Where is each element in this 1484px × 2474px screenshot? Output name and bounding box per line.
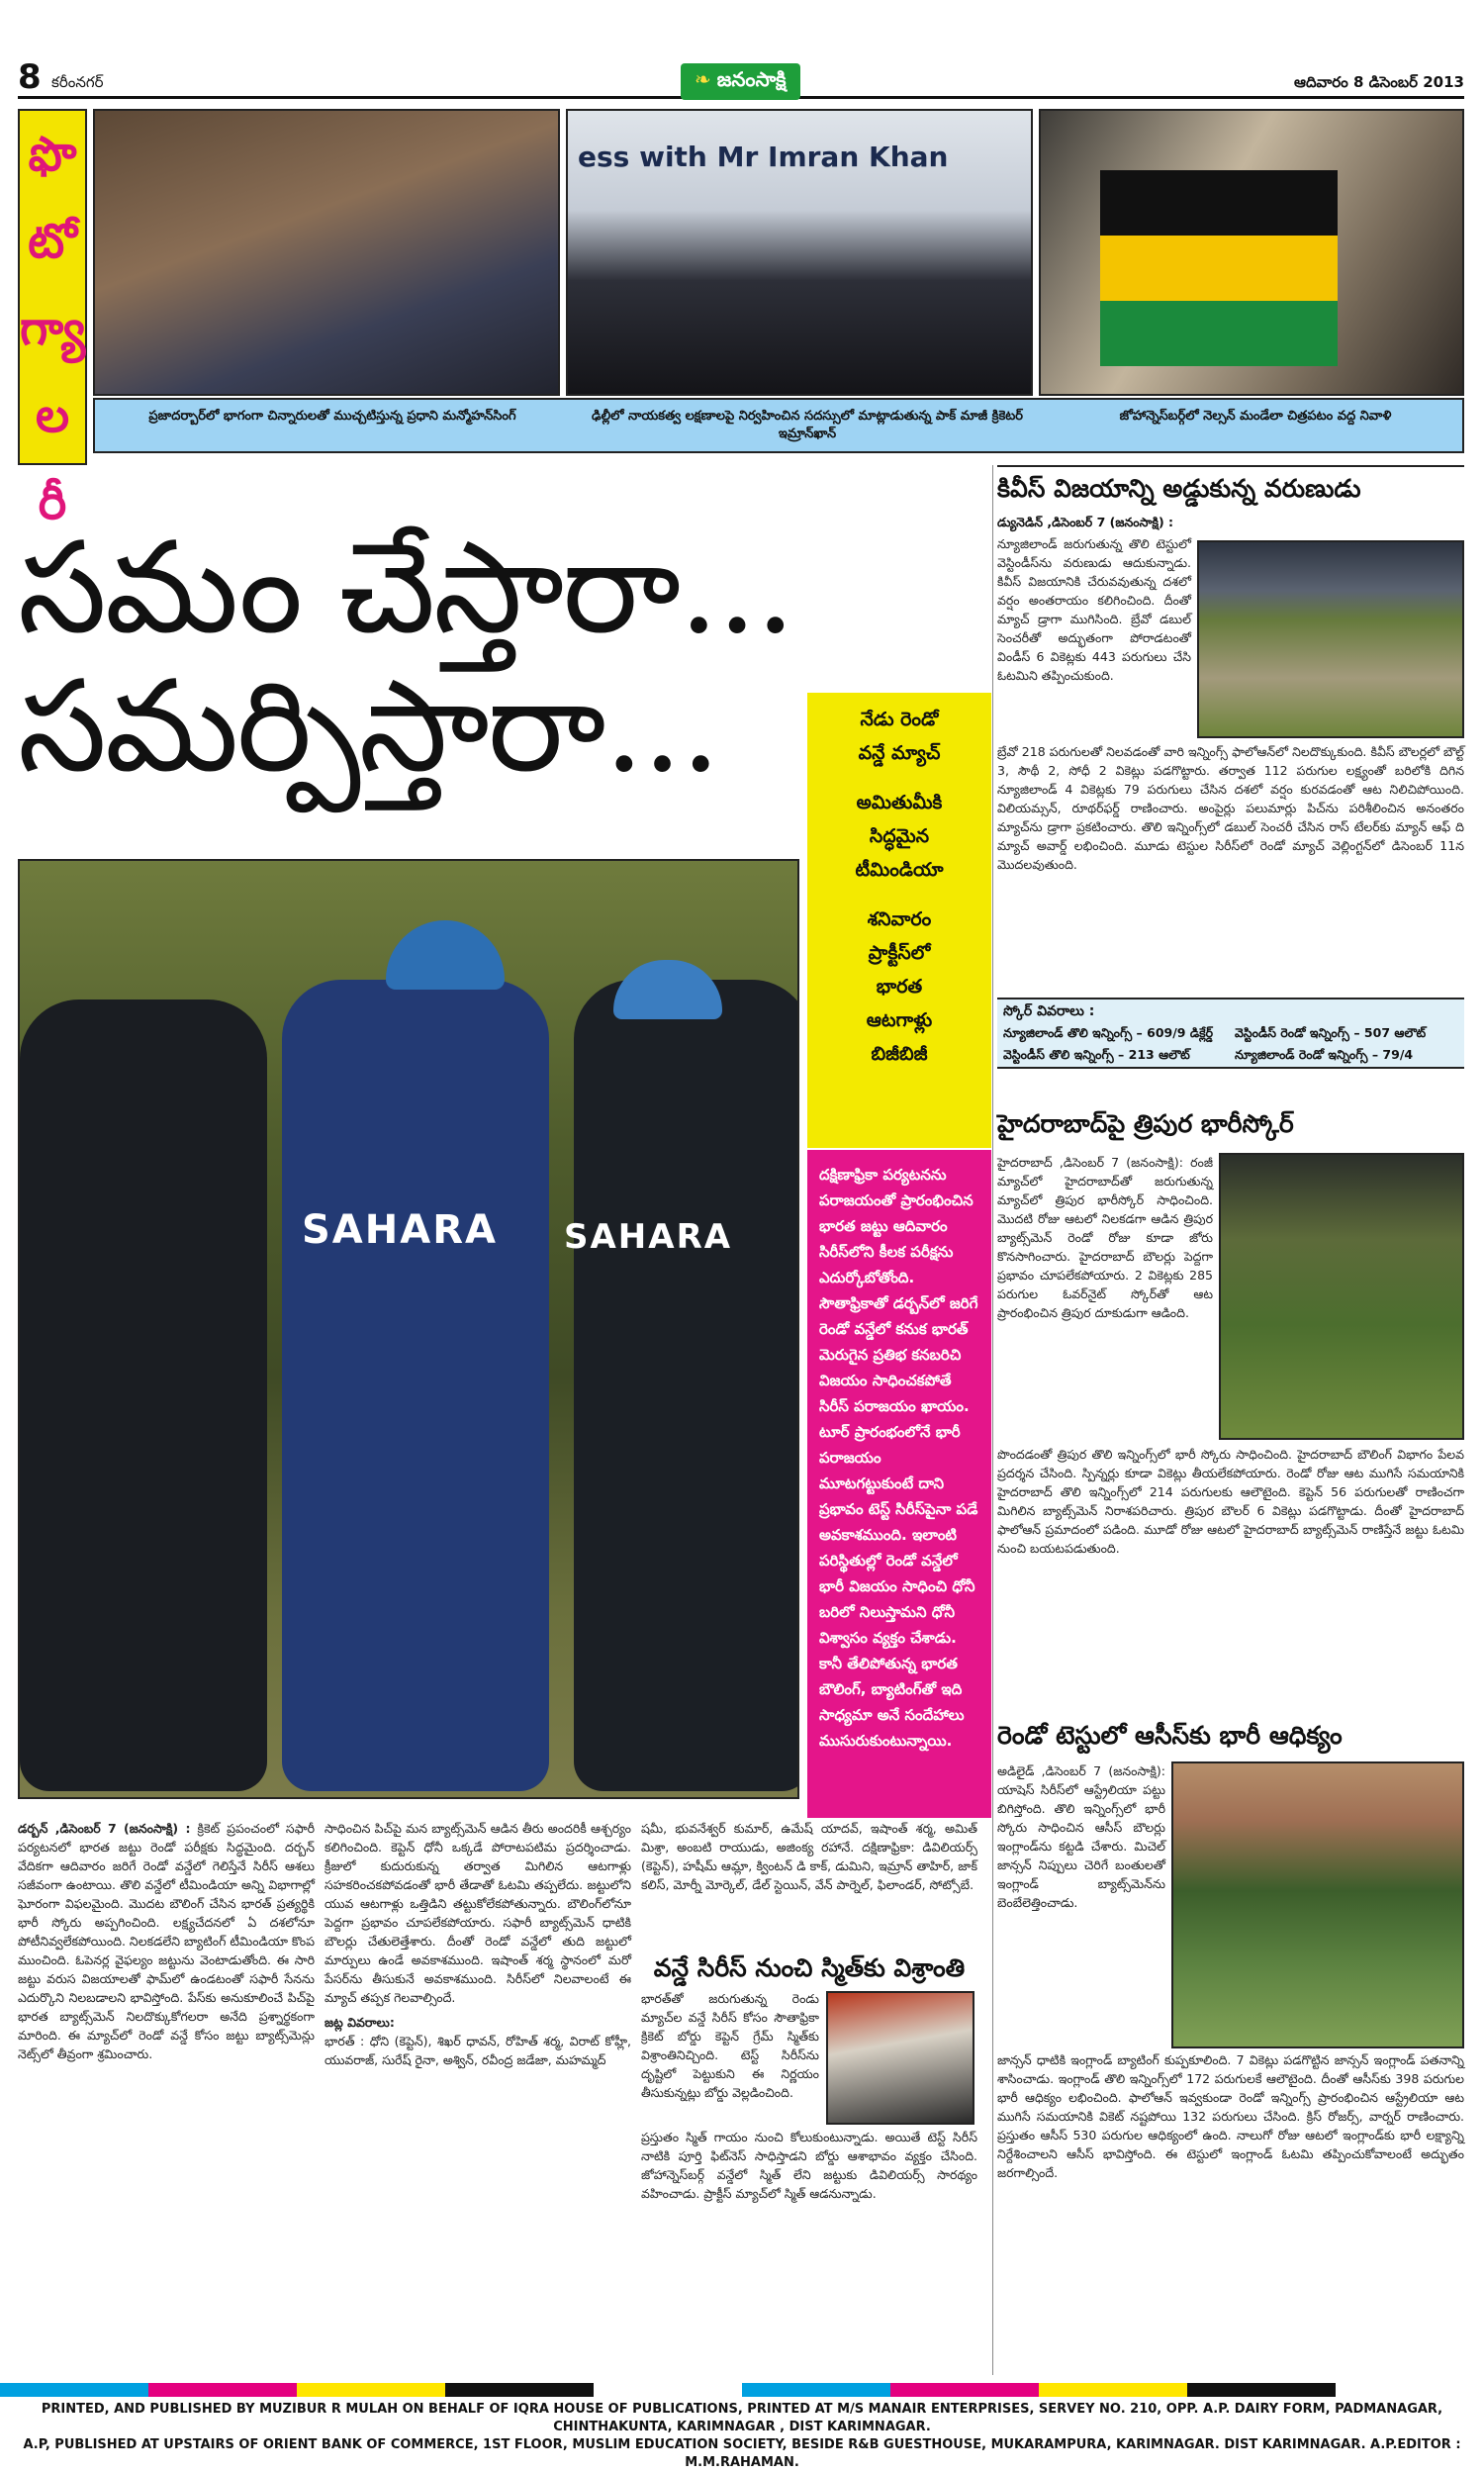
story-text: ప్రస్తుతం స్మిత్ గాయం నుంచి కోలుకుంటున్నాడు. అయితే టెస్ట్ సిరీస్ నాటికి పూర్తి ఫిట్‌నెస్ సాధిస్తాడని బోర్డు ఆశాభావం వ్యక్తం చేసింది. జోహాన్నెస్‌బర్గ్ వన్డేలో స్మిత్ లేని జట్టుకు డివిలియర్స్ సారథ్యం వహించాడు. ప్రాక్టీస్ మ్యాచ్‌లో స్మిత్ ఆడనున్నాడు. [641,2130,977,2201]
masthead-text: జనంసాక్షి [716,67,787,91]
page-header [18,59,1464,99]
color-swatch [594,2383,742,2397]
cap-blue [613,960,722,1019]
score-entry: వెస్టిండీస్ తొలి ఇన్నింగ్స్ – 213 ఆలౌట్ [1003,1047,1190,1062]
flag-stripe [1100,301,1338,366]
highlight-line: అమితుమీకి [856,792,943,813]
main-story-column [18,1819,315,2063]
highlight-line: బిజీబిజీ [871,1043,928,1065]
highlight-line: వన్డే మ్యాచ్ [858,742,941,764]
flag-stripe [1100,236,1338,301]
gallery-title-char: ల [35,388,70,443]
intro-box [807,1150,991,1818]
gallery-title-char: రీ [38,475,67,530]
highlight-line: సిద్ధమైన [869,825,930,847]
photo-banner-text: ess with Mr Imran Khan [578,141,949,173]
score-entry: వెస్టిండీస్ రెండో ఇన్నింగ్స్ – 507 ఆలౌట్ [1235,1025,1427,1040]
photo-mandela-tribute [1039,109,1464,396]
color-swatch [1039,2383,1187,2397]
leaf-icon: ❧ [695,67,711,91]
highlight-line: శనివారం [867,908,932,930]
story-headline: కివీస్ విజయాన్ని అడ్డుకున్న వరుణుడు [997,474,1361,503]
color-swatch [742,2383,890,2397]
issue-date: ఆదివారం 8 డిసెంబర్ 2013 [1293,73,1464,91]
team-list-text: భారత్ : ధోని (కెప్టెన్), శిఖర్ ధావన్, రోహిత్ శర్మ, విరాట్ కోహ్లీ, యువరాజ్, సురేష్ రైనా, అశ్విన్, రవీంద్ర జడేజా, మహమ్మద్ [325,2034,631,2067]
story-text: క్రికెట్ ప్రపంచంలో సఫారీ పర్యటనలో భారత జట్టు రెండో పరీక్షకు సిద్ధమైంది. దర్బన్ వేదికగా ఆదివారం జరిగే రెండో వన్డేలో గెలిస్తేనే సిరీస్ ఆశలు సజీవంగా ఉంటాయి. తొలి వన్డేలో టీమిండియా అన్ని విభాగాల్లో ఘోరంగా విఫలమైంది. మొదట బౌలింగ్ చేసిన భారత్ ప్రత్యర్థికి భారీ స్కోరు అప్పగించింది. లక్ష్యచేదనలో ఏ దశలోనూ పోటీనివ్వలేకపోయింది. నిలకడలేని బ్యాటింగ్ టీమిండియా కొంప ముంచింది. ఓపెనర్ల వైఫల్యం జట్టును వెంటాడుతోంది. ఈ సారి జట్టు వరుస విజయాలతో ఫామ్‌లో ఉండటంతో సఫారీ సేనను ఎదుర్కొని నిలబడాలని భావిస్తోంది. పేస్‌కు అనుకూలించే పిచ్‌పై భారత బ్యాట్స్‌మెన్ నిలదొక్కుకోగలరా అనేది ప్రశ్నార్థకంగా మారింది. ఈ మ్యాచ్‌లో రెండో వన్డే కోసం జట్టు బ్యాట్స్‌మెన్లు నెట్స్‌లో తీవ్రంగా శ్రమించారు. [18,1821,315,2061]
story-text: జాన్సన్ ధాటికి ఇంగ్లాండ్ బ్యాటింగ్ కుప్పకూలింది. 7 వికెట్లు పడగొట్టిన జాన్సన్ ఇంగ్లాండ్ పతనాన్ని శాసించాడు. ఇంగ్లాండ్ తొలి ఇన్నింగ్స్‌లో 172 పరుగులకే ఆలౌటైంది. దీంతో ఆసీస్‌కు 398 పరుగుల భారీ ఆధిక్యం లభించింది. ఫాలోఆన్ ఇవ్వకుండా రెండో ఇన్నింగ్స్ ప్రారంభించిన ఆస్ట్రేలియా ఆట ముగిసే సమయానికి వికెట్ నష్టపోయి 132 పరుగులు చేసింది. క్రిస్ రోజర్స్, వార్నర్ రాణించారు. ప్రస్తుతం ఆసీస్ 530 పరుగుల ఆధిక్యంలో ఉంది. నాలుగో రోజు ఆటలో ఇంగ్లాండ్‌కు భారీ లక్ష్యాన్ని నిర్దేశించాలని ఆసీస్ భావిస్తోంది. ఈ టెస్టులో ఇంగ్లాండ్ ఓటమి తప్పించుకోవాలంటే అద్భుతం జరగాల్సిందే. [997,2052,1464,2180]
gallery-title-char: గ్యా [20,301,86,356]
score-entry: న్యూజిలాండ్ తొలి ఇన్నింగ్స్ – 609/9 డిక్లేర్డ్ [1003,1025,1214,1040]
photo-caption: ప్రజాదర్బార్‌లో భాగంగా చిన్నారులతో ముచ్చటిస్తున్న ప్రధాని మన్మోహన్‌సింగ్ [148,409,516,424]
story-text: షమీ, భువనేశ్వర్ కుమార్, ఉమేష్ యాదవ్, ఇషాంత్ శర్మ, అమిత్ మిశ్రా, అంబటి రాయుడు, అజింక్య రహానే. దక్షిణాఫ్రికా: డివిలియర్స్ (కెప్టెన్), హషీమ్ ఆమ్లా, క్వింటన్ డి కాక్, డుమిని, ఇమ్రాన్ తాహిర్, జాక్ కలిస్, మోర్నీ మోర్కెల్, డేల్ స్టెయిన్, వేన్ పార్నెల్, ఫిలాండర్, సోట్సోబే. [641,1821,977,1892]
highlight-line: ఆటగాళ్లు [866,1009,933,1031]
headline-line: సమర్పిస్తారా... [18,653,719,801]
player-figure [20,999,267,1791]
story-dateline: డర్బన్ ,డిసెంబర్ 7 (జనంసాక్షి) : [18,1821,191,1836]
highlight-line: నేడు రెండో [860,709,939,730]
story-text: పొందడంతో త్రిపుర తొలి ఇన్నింగ్స్‌లో భారీ స్కోరు సాధించింది. హైదరాబాద్ బౌలింగ్ విభాగం పేలవ ప్రదర్శన చేసింది. స్పిన్నర్లు కూడా వికెట్లు తీయలేకపోయారు. రెండో రోజు ఆట ముగిసే సమయానికి హైదరాబాద్ తొలి ఇన్నింగ్స్‌లో 214 పరుగులకు ఆలౌటైంది. కెప్టెన్ 56 పరుగులతో రాణించగా మిగిలిన బ్యాట్స్‌మెన్ నిరాశపరిచారు. త్రిపుర బౌలర్ 6 వికెట్లు పడగొట్టాడు. దీంతో హైదరాబాద్ ఫాలోఆన్ ప్రమాదంలో పడింది. మూడో రోజు ఆటలో హైదరాబాద్ బ్యాట్స్‌మెన్ రాణిస్తేనే జట్టు ఓటమి నుంచి బయటపడుతుంది. [997,1447,1464,1556]
main-story-column [325,1819,631,2069]
gallery-title [18,109,87,530]
photo-imran-khan [566,109,1033,396]
color-swatch [0,2383,148,2397]
edition-city: కరీంనగర్ [51,73,104,91]
story-text: హైదరాబాద్ ,డిసెంబర్ 7 (జనంసాక్షి): రంజీ మ్యాచ్‌లో హైదరాబాద్‌తో జరుగుతున్న మ్యాచ్‌లో త్రిపుర భారీస్కోర్ సాధించింది. మొదటి రోజు ఆటలో నిలకడగా ఆడిన త్రిపుర బ్యాట్స్‌మెన్ రెండో రోజు కూడా జోరు కొనసాగించారు. హైదరాబాద్ బౌలర్లు పెద్దగా ప్రభావం చూపలేకపోయారు. 2 వికెట్లకు 285 పరుగుల ఓవర్‌నైట్ స్కోర్‌తో ఆట ప్రారంభించిన త్రిపుర దూకుడుగా ఆడింది. [997,1155,1213,1320]
column-divider [992,465,993,2375]
jersey-sponsor-text: SAHARA [564,1217,733,1257]
highlight-line: భారత [876,976,923,998]
jersey-sponsor-text: SAHARA [302,1207,498,1253]
score-entry: న్యూజిలాండ్ రెండో ఇన్నింగ్స్ – 79/4 [1235,1047,1414,1062]
gallery-title-char: ఫొ [28,127,77,182]
main-photo-players [18,859,799,1799]
intro-text: దక్షిణాఫ్రికా పర్యటనను పరాజయంతో ప్రారంభించిన భారత జట్టు ఆదివారం సిరీస్‌లోని కీలక పరీక్షను ఎదుర్కోబోతోంది. సౌతాఫ్రికాతో డర్బన్‌లో జరిగే రెండో వన్డేలో కనుక భారత్ మెరుగైన ప్రతిభ కనబరిచి విజయం సాధించకపోతే సిరీస్ పరాజయం ఖాయం. టూర్ ప్రారంభంలోనే భారీ పరాజయం మూటగట్టుకుంటే దాని ప్రభావం టెస్ట్ సిరీస్‌పైనా పడే అవకాశముంది. ఇలాంటి పరిస్థితుల్లో రెండో వన్డేలో భారీ విజయం సాధించి ధోనీ బరిలో నిలుస్తామని ధోనీ విశ్వాసం వ్యక్తం చేశాడు. కానీ తేలిపోతున్న భారత బౌలింగ్, బ్యాటింగ్‌తో ఇది సాధ్యమా అనే సందేహాలు ముసురుకుంటున్నాయి. [819,1166,978,1750]
photo-australia-celebration [1171,1761,1464,2048]
color-swatch [1336,2383,1484,2397]
headline-line: సమం చేస్తారా... [18,515,794,662]
page-number: 8 [18,57,42,97]
photo-cricket-ground [1197,540,1464,738]
imprint-line [12,2401,1472,2472]
flag-stripe [1100,170,1338,236]
story-text: సాధించిన పిచ్‌పై మన బ్యాట్స్‌మెన్ ఆడిన తీరు అందరికీ ఆశ్చర్యం కలిగించింది. కెప్టెన్ ధోనీ ఒక్కడే పోరాటపటిమ ప్రదర్శించాడు. క్రీజులో కుదురుకున్న తర్వాత మిగిలిన ఆటగాళ్లు సహకరించకపోవడంతో భారీ తేడాతో ఓటమి తప్పలేదు. జట్టులోని యువ ఆటగాళ్లు ఒత్తిడిని తట్టుకోలేకపోతున్నారు. బౌలింగ్‌లోనూ పెద్దగా ప్రభావం చూపలేకపోయారు. సఫారీ బ్యాట్స్‌మెన్ ధాటికి బౌలర్లు చేతులెత్తేశారు. దీంతో రెండో వన్డేలో తుది జట్టులో మార్పులు ఉండే అవకాశముంది. ఇషాంత్ శర్మ స్థానంలో మరో పేసర్‌ను తీసుకునే అవకాశముంది. సిరీస్‌లో నిలవాలంటే ఈ మ్యాచ్ తప్పక గెలవాల్సిందే. [325,1821,631,2005]
photo-caption: ఢిల్లీలో నాయకత్వ లక్షణాలపై నిర్వహించిన సదస్సులో మాట్లాడుతున్న పాక్ మాజీ క్రికెటర్ ఇమ్రాన్‌ఖాన్ [592,409,1023,441]
highlight-line: ప్రాక్టీస్‌లో [868,942,931,964]
story-text: న్యూజిలాండ్ జరుగుతున్న తొలి టెస్టులో వెస్టిండీస్‌ను వరుణుడు ఆదుకున్నాడు. కివీస్ విజయానికి చేరువవుతున్న దశలో వర్షం అంతరాయం కలిగించింది. దీంతో మ్యాచ్ డ్రాగా ముగిసింది. బ్రేవో డబుల్ సెంచరీతో అద్భుతంగా పోరాడటంతో విండీస్ 6 వికెట్లకు 443 పరుగులు చేసి ఓటమిని తప్పించుకుంది. [997,536,1191,683]
print-color-bar [0,2383,1484,2397]
teams-label: జట్ల వివరాలు: [325,2015,395,2030]
imprint-text: A.P, PUBLISHED AT UPSTAIRS OF ORIENT BANK OF COMMERCE, 1ST FLOOR, MUSLIM EDUCATION SOCIETY, BESIDE R&B GUESTHOUSE, MUKARAMPURA, KARIMNAGAR. DIST KARIMNAGAR. A.P.EDITOR : M.M.RAHAMAN. [23,2437,1461,2470]
photo-pm-children [93,109,560,396]
gallery-caption-strip [93,398,1464,453]
color-swatch [1187,2383,1336,2397]
imprint-text: PRINTED, AND PUBLISHED BY MUZIBUR R MULAH ON BEHALF OF IQRA HOUSE OF PUBLICATIONS, PRINTED AT M/S MANAIR ENTERPRISES, SERVEY NO. 210, OPP. A.P. DAIRY FORM, PADMANAGAR, CHINTHAKUNTA, KARIMNAGAR , DIST KARIMNAGAR. [41,2402,1443,2434]
highlight-box [807,693,991,1148]
scoreboard [997,998,1464,1069]
player-figure [282,980,549,1791]
photo-caption: జోహాన్నెస్‌బర్గ్‌లో నెల్సన్ మండేలా చిత్రపటం వద్ద నివాళి [1119,409,1392,424]
anc-flag-image [1100,170,1338,368]
gallery-title-char: టో [28,214,77,269]
color-swatch [890,2383,1039,2397]
color-swatch [297,2383,445,2397]
color-swatch [148,2383,297,2397]
scoreboard-title: స్కోర్ వివరాలు : [1003,1003,1095,1019]
story-headline: రెండో టెస్టులో ఆసీస్‌కు భారీ ఆధిక్యం [997,1721,1343,1750]
cap-blue [386,920,505,990]
story-text: అడిలైడ్ ,డిసెంబర్ 7 (జనంసాక్షి): యాషెస్ సిరీస్‌లో ఆస్ట్రేలియా పట్టు బిగిస్తోంది. తొలి ఇన్నింగ్స్‌లో భారీ స్కోరు సాధించిన ఆసీస్ బౌలర్లు ఇంగ్లాండ్‌ను కట్టడి చేశారు. మిచెల్ జాన్సన్ నిప్పులు చెరిగే బంతులతో ఇంగ్లాండ్ బ్యాట్స్‌మెన్‌ను బెంబేలెత్తించాడు. [997,1763,1165,1910]
section-rule [997,465,1464,467]
photo-ranji-players [1219,1153,1464,1440]
story-text: బ్రేవో 218 పరుగులతో నిలవడంతో వారి ఇన్నింగ్స్ ఫాలోఆన్‌లో నిలదొక్కుకుంది. కివీస్ బౌలర్లలో బౌల్ట్ 3, సౌథీ 2, సోధీ 2 వికెట్లు పడగొట్టారు. తర్వాత 112 పరుగుల లక్ష్యంతో బరిలోకి దిగిన న్యూజిలాండ్ 4 వికెట్లకు 79 పరుగులు చేసిన దశలో వర్షం కురవడంతో ఆట నిలిచిపోయింది. విలియమ్సన్, రూథర్‌ఫర్డ్ రాణించారు. అంపైర్లు పలుమార్లు పిచ్‌ను పరిశీలించిన అనంతరం మ్యాచ్‌ను డ్రాగా ప్రకటించారు. తొలి ఇన్నింగ్స్‌లో డబుల్ సెంచరీ చేసిన రాస్ టేలర్‌కు మ్యాన్ ఆఫ్ ది మ్యాచ్ అవార్డ్ లభించింది. మూడు టెస్టుల సిరీస్‌లో రెండో మ్యాచ్ వెల్లింగ్టన్‌లో డిసెంబర్ 11న మొదలవుతుంది. [997,744,1464,872]
color-swatch [445,2383,594,2397]
story-headline: హైదరాబాద్‌పై త్రిపుర భారీస్కోర్ [997,1109,1294,1138]
story-headline: వన్డే సిరీస్ నుంచి స్మిత్‌కు విశ్రాంతి [653,1953,966,1982]
masthead-logo [681,63,800,100]
main-story-column [641,1819,977,1894]
photo-graeme-smith [826,1991,974,2125]
player-figure [564,980,799,1791]
highlight-line: టీమిండియా [855,859,944,881]
story-text: భారత్‌తో జరుగుతున్న రెండు మ్యాచ్‌ల వన్డే సిరీస్ కోసం సౌతాఫ్రికా క్రికెట్ బోర్డు కెప్టెన్ గ్రేమ్ స్మిత్‌కు విశ్రాంతినిచ్చింది. టెస్ట్ సిరీస్‌ను దృష్టిలో పెట్టుకుని ఈ నిర్ణయం తీసుకున్నట్లు బోర్డు వెల్లడించింది. [641,1991,819,2100]
story-dateline: డ్యునెడిన్ ,డిసెంబర్ 7 (జనంసాక్షి) : [997,515,1174,529]
